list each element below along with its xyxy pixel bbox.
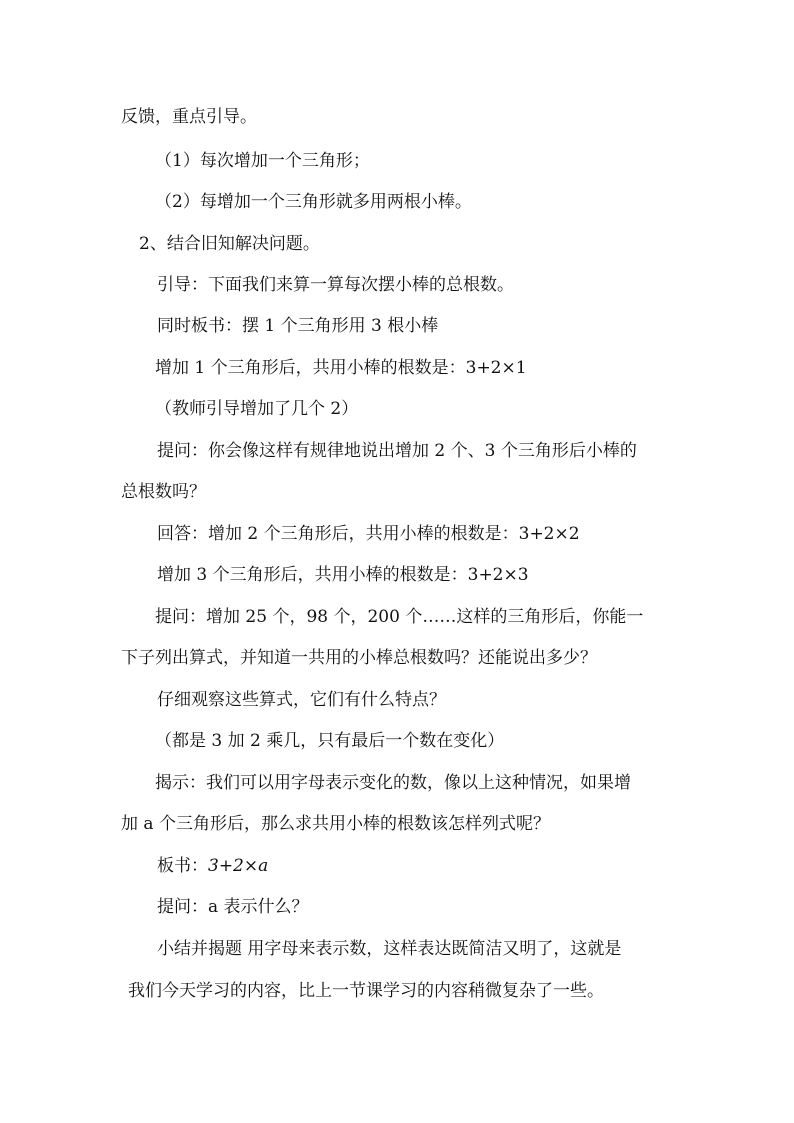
paragraph-line: （都是 3 加 2 乘几，只有最后一个数在变化） [155,731,505,751]
section-heading: 2、结合旧知解决问题。 [139,234,320,254]
paragraph-line: 我们今天学习的内容，比上一节课学习的内容稍微复杂了一些。 [128,981,604,1001]
paragraph-line: （2）每增加一个三角形就多用两根小棒。 [155,192,472,212]
paragraph-line: 增加 3 个三角形后，共用小棒的根数是：3+2×3 [157,565,529,585]
paragraph-line: 引导：下面我们来算一算每次摆小棒的总根数。 [157,275,514,295]
paragraph-line: 同时板书：摆 1 个三角形用 3 根小棒 [157,316,439,336]
paragraph-line: 提问：增加 25 个，98 个，200 个……这样的三角形后，你能一 [155,607,644,627]
paragraph-line: （1）每次增加一个三角形； [155,151,370,171]
paragraph-line: 增加 1 个三角形后，共用小棒的根数是：3+2×1 [155,358,527,378]
paragraph-line: 提问：a 表示什么？ [157,897,309,917]
paragraph-line: 小结并揭题 用字母来表示数，这样表达既简洁又明了，这就是 [157,939,622,959]
paragraph-line: 下子列出算式，并知道一共用的小棒总根数吗？还能说出多少？ [121,648,597,668]
paragraph-line: 揭示：我们可以用字母表示变化的数，像以上这种情况，如果增 [155,773,631,793]
paragraph-line: 提问：你会像这样有规律地说出增加 2 个、3 个三角形后小棒的 [157,441,637,461]
paragraph-line: 加 a 个三角形后，那么求共用小棒的根数该怎样列式呢？ [121,814,550,834]
paragraph-line: （教师引导增加了几个 2） [155,399,359,419]
paragraph-line: 总根数吗？ [121,482,206,502]
paragraph-line: 回答：增加 2 个三角形后，共用小棒的根数是：3+2×2 [157,524,580,544]
board-label: 板书： [157,856,208,876]
board-formula: 3+2×a [208,856,269,876]
paragraph-line [157,855,268,877]
paragraph-line: 反馈，重点引导。 [121,107,257,127]
paragraph-line: 仔细观察这些算式，它们有什么特点？ [157,690,446,710]
